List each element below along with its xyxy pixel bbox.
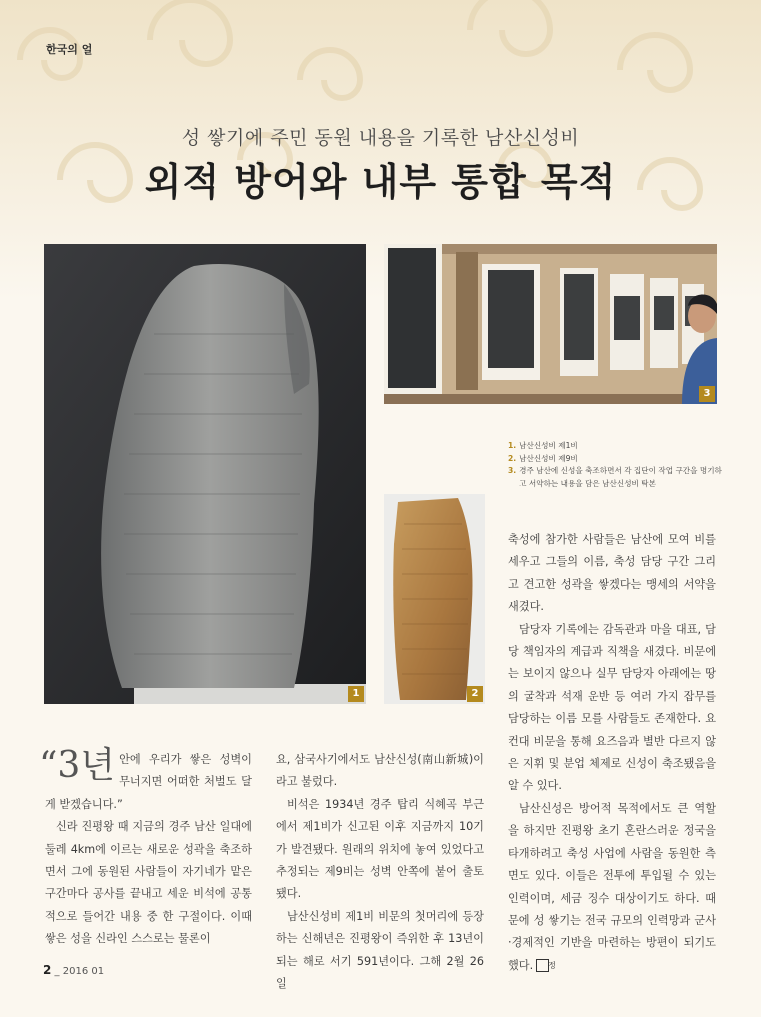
body-paragraph: 남산신성비 제1비 비문의 첫머리에 등장하는 신해년은 진평왕이 즉위한 후 13년이 되는 해로 서기 591년이다. 그해 2월 26일 [276,909,484,991]
photo-rubbings-exhibit [384,244,717,404]
rubbings-exhibit-image [384,244,717,404]
opening-quote-paragraph [39,745,252,816]
caption-item [508,453,723,466]
photo-number-badge: 1 [348,686,364,702]
photo-captions [508,440,723,490]
article-column-1 [39,745,252,951]
caption-number: 2. [508,453,517,463]
body-paragraph: 비석은 1934년 경주 탑리 식혜곡 부근에서 제1비가 신고된 이후 지금까지 10기가 발견됐다. 원래의 위치에 놓여 있었다고 추정되는 제9비는 성벽 안쪽에 붙어 출토됐다. [276,797,484,901]
stele-9-image [384,494,485,704]
page-number: 2 [43,963,52,977]
photo-number-badge: 2 [467,686,483,702]
caption-number: 3. [508,466,517,475]
article-title: 외적 방어와 내부 통합 목적 [144,159,617,204]
stele-1-image [44,244,366,704]
body-paragraph: 축성에 참가한 사람들은 남산에 모여 비를 세우고 그들의 이름, 축성 담당 구간 그리고 견고한 성곽을 쌓겠다는 맹세의 서약을 새겼다. [508,533,716,614]
issue-date: _ 2016 01 [54,966,105,977]
article-column-2 [276,749,484,995]
photo-stele-1 [44,244,366,704]
caption-text: 남산신성비 제9비 [519,453,578,463]
article-column-3 [508,529,716,977]
body-paragraph: 신라 진평왕 때 지금의 경주 남산 일대에 둘레 4km에 이르는 새로운 성곽을 축조하면서 그에 동원된 사람들이 자기네가 맡은 구간마다 공사를 끝내고 세운 비석에 공통적으로 들어간 내용 중 한 구절이다. 이때 쌓은 성을 신라인 스스로는 물론이 [45,820,252,946]
section-label: 한국의 얼 [46,43,93,56]
photo-number-badge: 3 [699,386,715,402]
body-paragraph: 요, 삼국사기에서도 남산신성(南山新城)이라고 불렀다. [276,753,484,789]
end-mark-icon: 정 [536,959,549,972]
article-subtitle: 성 쌓기에 주민 동원 내용을 기록한 남산신성비 [181,127,580,149]
caption-item [508,440,723,453]
photo-stele-9 [384,494,485,704]
caption-text: 경주 남산에 신성을 축조하면서 각 집단이 작업 구간을 명기하고 서약하는 내용을 담은 남산신성비 탁본 [519,466,722,488]
drop-cap: “3년 [39,745,116,786]
page-footer [43,963,104,977]
caption-number: 1. [508,441,517,450]
body-paragraph: 담당자 기록에는 감독관과 마을 대표, 담당 책임자의 계급과 직책을 새겼다. 비문에는 보이지 않으나 실무 담당자 아래에는 땅의 굴착과 석재 운반 등 여러 가지 잡무를 담당하는 이름 모를 사람들도 존재한다. 요컨대 비문을 통해 요즈음과 별반 다르지 않은 지휘 및 분업 체제로 신성이 축조됐음을 알 수 있다. [508,622,716,793]
body-paragraph: 남산신성은 방어적 목적에서도 큰 역할을 하지만 진평왕 초기 혼란스러운 정국을 타개하려고 축성 사업에 사람을 동원한 측면도 있다. 이들은 전투에 투입될 수 있는 인력이며, 세금 징수 대상이기도 하다. 때문에 성 쌓기는 전국 규모의 인력망과 군사·경제적인 기반을 마련하는 방편이 되기도 했다. 정 [508,801,716,972]
quote-text: 안에 우리가 쌓은 성벽이 무너지면 어떠한 처벌도 달게 받겠습니다.” [45,753,252,811]
caption-item [508,465,723,490]
caption-text: 남산신성비 제1비 [519,441,578,450]
